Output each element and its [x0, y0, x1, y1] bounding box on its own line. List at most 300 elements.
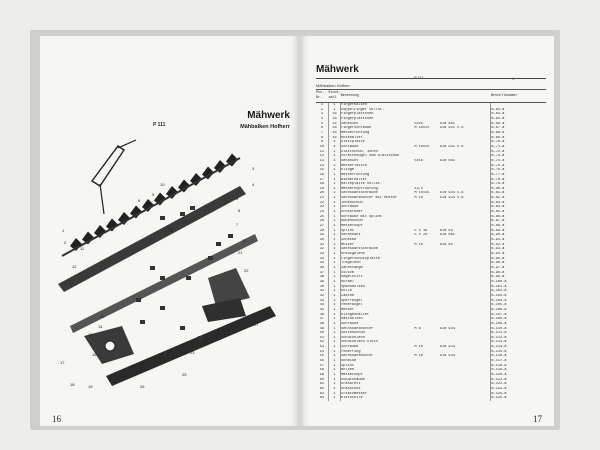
small-part [190, 206, 195, 210]
cell-name: Sperrbügel [341, 298, 363, 303]
cell-pos: 44 [316, 303, 328, 308]
cell-name: Schutzhaube [341, 377, 365, 382]
cell-pos: 26 [316, 219, 328, 224]
col-header-qty: Stück-zahl [328, 90, 340, 103]
cell-pos: 18 [316, 182, 328, 187]
cell-name: Sechskantschraube [341, 247, 378, 252]
cell-pos: 32 [316, 247, 328, 252]
cell-qty: 4 [328, 145, 340, 150]
cell-order-no: B-66-a [491, 121, 505, 126]
cell-pos: 6 [316, 126, 328, 131]
callout-number: 17 [60, 360, 65, 365]
cell-name: Fingerschutzplatte [341, 256, 380, 261]
cell-name: Sechskantmutter [341, 354, 374, 359]
cell-qty: 1 [328, 285, 340, 290]
small-part [136, 298, 141, 302]
cell-qty: 1 [328, 168, 340, 173]
grass-board [106, 306, 276, 386]
left-page-number: 16 [52, 414, 61, 424]
cell-order-no: B-94-a [491, 252, 505, 256]
cell-norm: DIN 934 5.6 [439, 191, 464, 196]
cell-pos: 45 [316, 308, 328, 313]
cell-name: Grasbrett [341, 382, 361, 387]
cell-qty: 16 [328, 131, 340, 136]
cell-qty: 1 [328, 373, 340, 378]
cell-name: Klingenhalter [341, 312, 370, 317]
cell-order-no: B-106-a [491, 307, 507, 312]
cell-qty: 1 [328, 150, 340, 155]
cell-pos: 36 [316, 266, 328, 271]
cell-order-no: B-70-a [491, 140, 505, 145]
cell-name: Doppelfinger vollst. [341, 107, 385, 112]
right-page-title: Mähwerk [316, 64, 359, 75]
cell-qty: 1 [328, 382, 340, 387]
left-page-title: Mähwerk [247, 110, 290, 121]
cell-name: Gleitplatte [341, 140, 365, 145]
cell-qty: 1 [328, 224, 340, 229]
cell-pos: 55 [316, 354, 328, 359]
cell-pos: 1 [316, 103, 328, 108]
cell-order-no: B-65-a [491, 116, 505, 121]
cell-pos: 43 [316, 299, 328, 304]
cell-name: Messerkopf [341, 224, 363, 229]
small-part [198, 336, 203, 340]
cell-pos: 50 [316, 331, 328, 336]
callout-number: 22 [244, 268, 249, 273]
cell-pos: 28 [316, 229, 328, 234]
cell-pos: 52 [316, 340, 328, 345]
col-header-extra [464, 90, 491, 103]
cell-size: M 10 [414, 242, 423, 247]
callout-number: 14 [98, 324, 103, 329]
small-part [228, 234, 233, 238]
right-page [302, 36, 554, 426]
cell-order-no: B-73-a [491, 154, 505, 159]
cell-qty: 16 [328, 126, 340, 131]
cell-name: Sechskantmutter [341, 326, 374, 331]
cell-order-no: B-108-a [491, 317, 507, 322]
cell-order-no: B-77-a [491, 172, 505, 177]
cell-qty: 1 [328, 364, 340, 369]
cell-name: Seitenschuh [341, 331, 365, 336]
cell-pos: 60 [316, 378, 328, 383]
cell-qty: 1 [328, 108, 340, 113]
cell-qty: 1 [328, 205, 340, 210]
cell-name: Rolle [341, 289, 352, 294]
cell-order-no: B-87-a [491, 219, 505, 224]
cell-pos: 27 [316, 224, 328, 229]
cell-qty: 1 [328, 201, 340, 206]
cell-name: Grasstock [341, 387, 361, 392]
small-part [160, 276, 165, 280]
cell-pos: 38 [316, 275, 328, 280]
callout-number: 23 [190, 350, 195, 355]
cell-order-no: B-79-a [491, 182, 505, 187]
cell-order-no: B-120-a [491, 373, 507, 378]
cell-pos: 25 [316, 215, 328, 220]
cell-norm: DIN 934 [439, 354, 455, 359]
cell-norm: DIN 931 5.6 [439, 126, 464, 131]
cell-qty: 1 [328, 187, 340, 192]
cell-name: Federring [341, 349, 361, 354]
cell-name: Senkniet [341, 158, 359, 163]
cell-pos: 30 [316, 238, 328, 243]
cell-name: Schraube mit Splint [341, 214, 383, 219]
small-part [180, 212, 185, 216]
cell-size: M 10x25 [414, 144, 430, 149]
callout-number: 18 [70, 382, 75, 387]
callout-number: 5 [236, 196, 239, 201]
cell-qty: 1 [328, 350, 340, 355]
cell-pos: 53 [316, 345, 328, 350]
cell-qty: 1 [328, 317, 340, 322]
swath-board-arm [118, 140, 136, 148]
cell-pos: 19 [316, 187, 328, 192]
small-part [208, 256, 213, 260]
cell-order-no: B-107-a [491, 312, 507, 317]
cell-qty: 1 [328, 257, 340, 262]
cell-qty: 1 [328, 215, 340, 220]
cell-name: Tragblech [341, 261, 361, 266]
title-rule [316, 78, 546, 79]
cell-name: Niederhalter [341, 177, 367, 182]
cell-pos: 13 [316, 159, 328, 164]
cell-order-no: B-83-a [491, 200, 505, 205]
cell-order-no: B-88-a [491, 224, 505, 229]
cell-size: M 10x25 [414, 126, 430, 131]
cell-order-no: B-114-a [491, 345, 507, 350]
cell-name: Sechskantschraube [341, 191, 378, 196]
cell-pos: 47 [316, 317, 328, 322]
cell-extra [464, 396, 491, 401]
cell-order-no: B-90-a [491, 233, 505, 238]
cell-name: Scheibe [341, 238, 357, 243]
col-header-name: Benennung [341, 90, 415, 103]
cell-name: Ersatzmesser [341, 391, 367, 396]
cell-pos: 15 [316, 168, 328, 173]
cell-name: Sechskant [341, 233, 361, 238]
cell-name: Spannbolzen [341, 284, 365, 289]
cell-name: Innenschuh [341, 200, 363, 205]
cell-pos: 21 [316, 196, 328, 201]
cell-qty: 1 [328, 331, 340, 336]
small-part [180, 326, 185, 330]
cell-order-no: B-104-a [491, 298, 507, 303]
cell-name: Streichbügel zum Gleitschuh [341, 154, 400, 159]
cell-qty: 1 [328, 182, 340, 187]
cell-size: M 10x35 [414, 191, 430, 196]
cell-order-no: B-75-a [491, 163, 505, 168]
cell-name: Lasche [341, 293, 355, 298]
callout-number: 7 [236, 222, 239, 227]
cell-order-no: B-119-a [491, 368, 507, 373]
small-part [216, 242, 221, 246]
cell-norm: DIN 934 5.6 [439, 196, 464, 201]
cell-name: Kreuzgelenk [341, 252, 365, 256]
col-header-size [414, 90, 439, 103]
cell-name: Scheibe [341, 359, 357, 364]
cell-pos: 12 [316, 154, 328, 159]
small-part [160, 216, 165, 220]
cell-order-no: B-76-a [491, 168, 505, 173]
cell-qty: 1 [328, 392, 340, 397]
cell-norm: DIN 931 5.6 [439, 144, 464, 149]
cell-pos: 51 [316, 336, 328, 341]
parts-table-header-row [316, 90, 546, 103]
cell-pos: 57 [316, 364, 328, 369]
cell-pos: 7 [316, 131, 328, 136]
cell-pos: 56 [316, 359, 328, 364]
cell-order-no: B-124-a [491, 391, 507, 396]
cell-pos: 35 [316, 261, 328, 266]
cell-pos: 14 [316, 164, 328, 169]
cell-qty: 1 [328, 275, 340, 280]
cell-order-no: B-92-a [491, 242, 505, 247]
cell-qty: 16 [328, 136, 340, 141]
cell-order-no: B-118-a [491, 363, 507, 368]
exploded-parts-diagram [40, 36, 298, 426]
cell-qty: 1 [328, 261, 340, 266]
cell-name: Schraube [341, 144, 359, 149]
cell-pos: 58 [316, 368, 328, 373]
cell-pos: 49 [316, 327, 328, 332]
cell-name: Kegelstift [341, 275, 363, 280]
callout-number: 20 [242, 238, 247, 243]
cell-qty: 1 [328, 327, 340, 332]
cell-qty: 1 [328, 173, 340, 178]
cell-norm: DIN 94 [439, 228, 453, 233]
cell-order-no: B-72-a [491, 149, 505, 154]
cell-order-no: B-122-a [491, 382, 507, 387]
callout-number: 2 [64, 240, 67, 245]
callout-number: 25 [182, 372, 187, 377]
cell-qty: 3 [328, 159, 340, 164]
col-header-norm [440, 90, 464, 103]
callout-number: 15 [88, 332, 93, 337]
cell-pos: 37 [316, 271, 328, 276]
cell-name: Sechskantmutter mit Mutter [341, 196, 398, 201]
cell-name: Schutzblech [341, 335, 365, 340]
cell-order-no: B-69-a [491, 135, 505, 140]
cell-order-no: B-85-a [491, 210, 505, 215]
cell-pos: 48 [316, 322, 328, 327]
cell-qty: 1 [328, 243, 340, 248]
outer-shoe [208, 268, 250, 306]
cell-qty: 1 [328, 396, 340, 401]
cell-pos: 8 [316, 136, 328, 141]
cell-size: M 10 [414, 196, 423, 201]
callout-number: 8 [138, 198, 141, 203]
cell-order-no: B-99-a [491, 275, 505, 280]
cell-pos: 33 [316, 252, 328, 257]
cell-qty: 1 [328, 354, 340, 359]
cell-order-no: B-101-a [491, 284, 507, 289]
cell-qty: 16 [328, 112, 340, 117]
cell-pos: 22 [316, 201, 328, 206]
callout-number: 1 [62, 228, 65, 233]
parts-table-body [316, 103, 546, 402]
small-part [168, 228, 173, 232]
col-header-order-no: Bestellnummer [491, 90, 546, 103]
cell-qty: 1 [328, 336, 340, 341]
cell-name: Messerführung [341, 130, 370, 135]
callout-number: 26 [140, 384, 145, 389]
cell-order-no: B-96-a [491, 261, 505, 266]
callout-number: 6 [238, 208, 241, 213]
cell-qty: 1 [328, 266, 340, 271]
cell-name: Schutzblech klein [341, 340, 378, 345]
cell-norm: DIN 661 [439, 121, 455, 126]
cell-qty: 1 [328, 164, 340, 169]
cell-order-no: B-111-a [491, 331, 507, 336]
cell-pos: 59 [316, 373, 328, 378]
cell-qty: 1 [328, 299, 340, 304]
callout-number: 12 [72, 264, 77, 269]
cell-qty: 1 [328, 178, 340, 183]
swath-board-frame [92, 146, 124, 186]
cell-pos: 29 [316, 233, 328, 238]
cell-pos: 46 [316, 313, 328, 318]
cell-name: Kniehalter [341, 135, 363, 140]
cell-pos: 11 [316, 150, 328, 155]
cell-name: Federbügel [341, 303, 363, 308]
callout-number: 4 [252, 182, 255, 187]
cell-pos: 2 [316, 108, 328, 113]
cell-order-no: B-78-a [491, 177, 505, 182]
cell-qty: 1 [328, 196, 340, 201]
cell-size [414, 396, 439, 401]
cell-name: Fingerplättchen [341, 116, 374, 121]
cell-order-no: B-105-a [491, 303, 507, 308]
cell-name: Außenschuh [341, 219, 363, 224]
cell-qty: 1 [328, 368, 340, 373]
cell-size: 5x16 [414, 158, 423, 163]
cell-qty: 1 [328, 340, 340, 345]
cell-order-no: B-109-a [491, 321, 507, 326]
cell-pos: 3 [316, 112, 328, 117]
cell-name: Klinge [341, 168, 355, 173]
col-header-pos: Pos.-Nr. [316, 90, 328, 103]
cell-pos: 41 [316, 289, 328, 294]
cell-norm: DIN 661 [439, 158, 455, 163]
cell-order-no: B-103-a [491, 293, 507, 298]
cell-name: Senkniet [341, 121, 359, 126]
cell-name: Schraube [341, 205, 359, 210]
cell-name: Zahnstange [341, 265, 363, 270]
cell-pos: 16 [316, 173, 328, 178]
cell-qty: 1 [328, 271, 340, 276]
cell-size: M 10 [414, 354, 423, 359]
cell-order-no: B-112-a [491, 335, 507, 340]
cell-name: Fingerbalken [341, 103, 367, 107]
right-page-number: 17 [533, 414, 542, 424]
swath-board-leg [100, 184, 104, 214]
cell-size: 5x25 [414, 121, 423, 126]
cell-order-no: B-95-a [491, 256, 505, 261]
cell-order-no: B-123-a [491, 387, 507, 392]
cell-order-no: B-84-a [491, 205, 505, 210]
cell-norm [440, 396, 464, 401]
cell-order-no: B-100-a [491, 279, 507, 284]
cell-order-no: B-113-a [491, 340, 507, 345]
cell-name: Messerleiste [341, 163, 367, 168]
cell-order-no: B-121-a [491, 377, 507, 382]
cell-name: Kurbel [341, 279, 355, 284]
cell-order-no: B-115-a [491, 349, 507, 354]
cell-qty: 1 [328, 345, 340, 350]
cell-name: Messerkopf [341, 373, 363, 378]
cell-pos: 40 [316, 285, 328, 290]
left-page [40, 36, 298, 426]
cell-qty: 1 [328, 359, 340, 364]
cell-pos: 23 [316, 205, 328, 210]
cell-norm: DIN 85 [439, 242, 453, 247]
cell-pos: 4 [316, 117, 328, 122]
cell-pos: 64 [316, 396, 328, 401]
right-page-subtitle: Mähbalken Hofherr [316, 83, 351, 88]
small-part [186, 276, 191, 280]
callout-number: 16 [92, 352, 97, 357]
cell-norm: DIN 933 [439, 345, 455, 350]
cell-order-no: B-110-a [491, 326, 507, 331]
cell-name: Halteplatte vollst. [341, 182, 383, 187]
cell-order-no: B-91-a [491, 238, 505, 243]
cell-pos: 5 [316, 122, 328, 127]
cell-pos: 24 [316, 210, 328, 215]
cell-order-no: B-116-a [491, 354, 507, 359]
cell-qty: 1 [328, 378, 340, 383]
cell-order-no: B-89-a [491, 228, 505, 233]
left-page-subtitle: Mähbalken Hofherr [240, 124, 290, 130]
cell-size: 5 x 20 [414, 233, 428, 238]
inner-shoe-hole [105, 341, 115, 351]
cell-name: Fingerplättchen [341, 112, 374, 117]
cell-pos: 9 [316, 140, 328, 145]
callout-number: 27 [254, 322, 259, 327]
cell-pos: 54 [316, 350, 328, 355]
cell-qty: 32 [328, 122, 340, 127]
cell-qty: 1 [328, 289, 340, 294]
cell-order-no: B-102-a [491, 289, 507, 294]
cell-name: Gleitschuh, innen [341, 149, 378, 154]
cell-pos: 31 [316, 243, 328, 248]
cell-qty: 1 [328, 280, 340, 285]
small-part [140, 320, 145, 324]
cell-qty: 1 [328, 247, 340, 252]
table-row [316, 396, 546, 401]
cell-pos: 10 [316, 145, 328, 150]
cell-norm: DIN 934 [439, 326, 455, 331]
cell-size: M 8 [414, 326, 421, 331]
cell-name: Bolzen [341, 368, 355, 373]
cell-qty: 2 [328, 233, 340, 238]
parts-table [316, 89, 546, 401]
cell-pos: 34 [316, 257, 328, 262]
callout-number: 9 [152, 192, 155, 197]
callout-number: 13 [100, 314, 105, 319]
cell-pos: 20 [316, 191, 328, 196]
cell-name: Fingerschraube [341, 126, 372, 131]
cell-name: Stütze [341, 270, 355, 275]
cell-order-no: B-93-a [491, 247, 505, 252]
cell-order-no: B-63-a [491, 107, 505, 112]
cell-pos: 62 [316, 387, 328, 392]
cell-qty: 1 [328, 303, 340, 308]
cell-pos: 39 [316, 280, 328, 285]
cell-pos: 17 [316, 178, 328, 183]
cell-qty: 1 [328, 154, 340, 159]
cell-qty: 1 [328, 219, 340, 224]
